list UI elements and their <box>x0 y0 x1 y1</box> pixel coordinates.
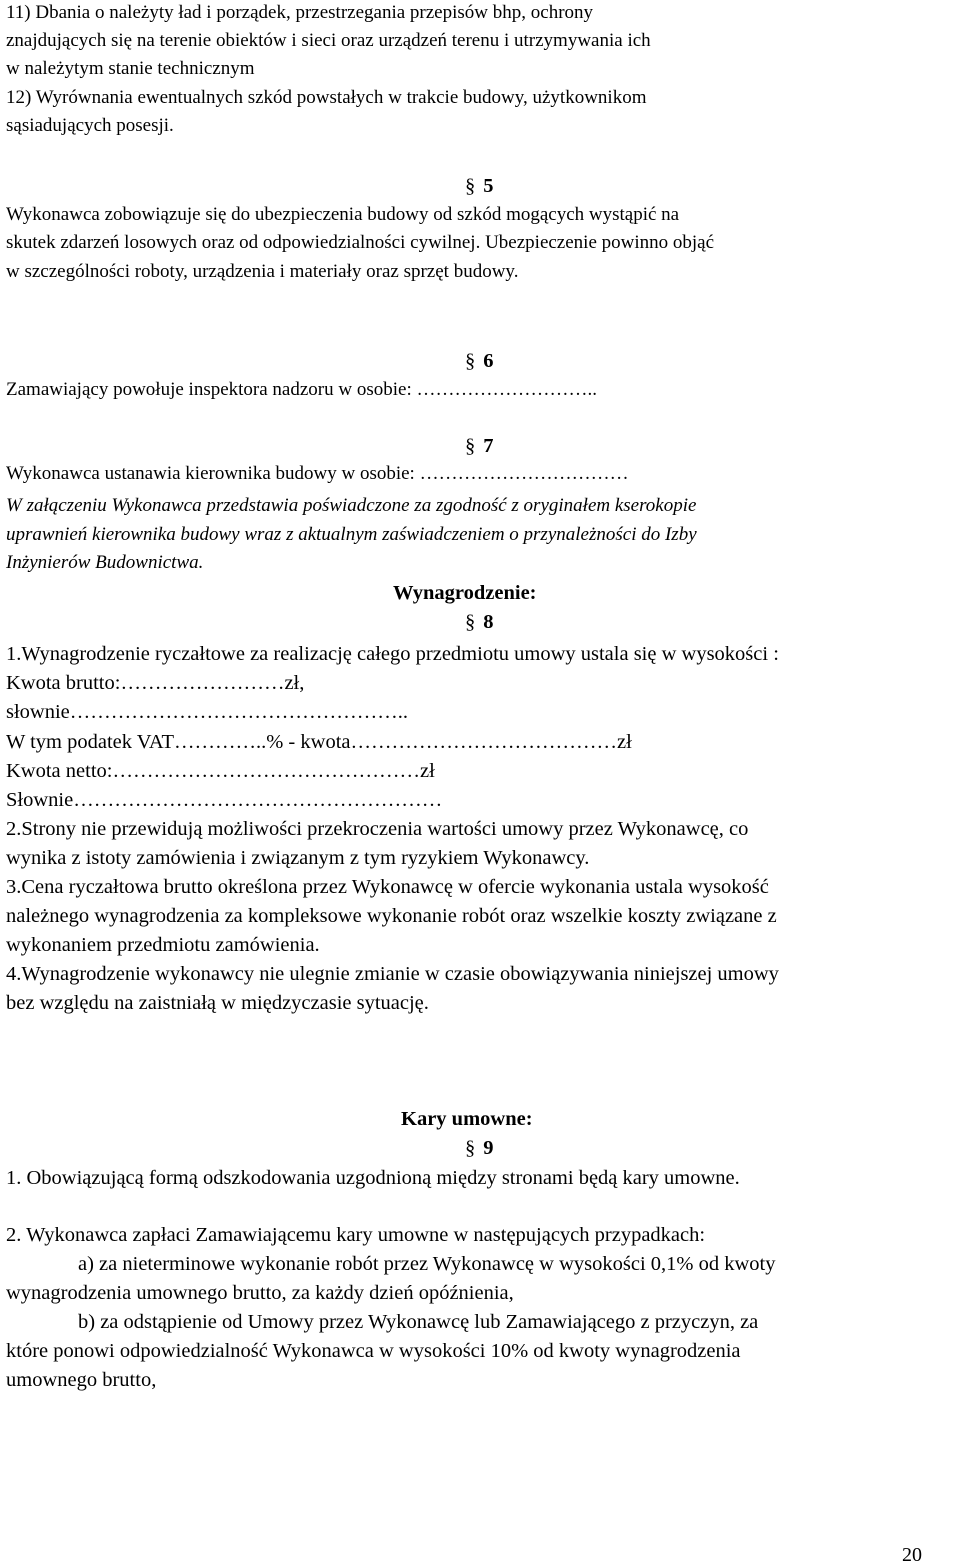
section-number: 6 <box>483 350 494 372</box>
kary-b-line3: umownego brutto, <box>6 1369 157 1391</box>
section-8-heading <box>465 609 494 635</box>
kary-a-line2: wynagrodzenia umownego brutto, za każdy dzień opóźnienia, <box>6 1282 514 1304</box>
section-number: 9 <box>483 1137 494 1159</box>
section5-line1: Wykonawca zobowiązuje się do ubezpieczenia budowy od szkód mogących wystąpić na <box>6 204 680 225</box>
item11-line1: 11) Dbania o należyty ład i porządek, przestrzegania przepisów bhp, ochrony <box>6 2 594 23</box>
vat-line: W tym podatek VAT…………..% - kwota…………………………………zł <box>6 731 632 753</box>
section-number: 5 <box>483 175 494 197</box>
slownie-line-2: Słownie……………………………………………… <box>6 789 443 811</box>
section-symbol: § <box>465 350 476 372</box>
section-7-heading <box>465 433 494 459</box>
section5-line2: skutek zdarzeń losowych oraz od odpowiedzialności cywilnej. Ubezpieczenie powinno objąć <box>6 232 715 253</box>
wynagrodzenie-p3-line1: 3.Cena ryczałtowa brutto określona przez Wykonawcę w ofercie wykonania ustala wysokość <box>6 876 769 898</box>
wynagrodzenie-p2-line2: wynika z istoty zamówienia i związanym z tym ryzykiem Wykonawcy. <box>6 847 590 869</box>
wynagrodzenie-p3-line2: należnego wynagrodzenia za kompleksowe wykonanie robót oraz wszelkie koszty związane z <box>6 905 777 927</box>
page-number: 20 <box>902 1544 922 1566</box>
kary-p2: 2. Wykonawca zapłaci Zamawiającemu kary umowne w następujących przypadkach: <box>6 1224 706 1246</box>
wynagrodzenie-p4-line2: bez względu na zaistniałą w międzyczasie sytuację. <box>6 992 429 1014</box>
section-number: 7 <box>483 435 494 457</box>
item12-line1: 12) Wyrównania ewentualnych szkód powstałych w trakcie budowy, użytkownikom <box>6 87 647 108</box>
section7-italic-line1: W załączeniu Wykonawca przedstawia poświadczone za zgodność z oryginałem kserokopie <box>6 495 697 516</box>
item11-line3: w należytym stanie technicznym <box>6 58 255 79</box>
section-symbol: § <box>465 435 476 457</box>
section5-line3: w szczególności roboty, urządzenia i materiały oraz sprzęt budowy. <box>6 261 519 282</box>
wynagrodzenie-heading: Wynagrodzenie: <box>393 582 537 604</box>
section-symbol: § <box>465 611 476 633</box>
kary-a-line1: a) za nieterminowe wykonanie robót przez Wykonawcę w wysokości 0,1% od kwoty <box>78 1253 776 1275</box>
kwota-netto-line: Kwota netto:………………………………………zł <box>6 760 435 782</box>
section7-italic-line2: uprawnień kierownika budowy wraz z aktualnym zaświadczeniem o przynależności do Izby <box>6 524 697 545</box>
kary-b-line2: które ponowi odpowiedzialność Wykonawca w wysokości 10% od kwoty wynagrodzenia <box>6 1340 741 1362</box>
section-symbol: § <box>465 1137 476 1159</box>
kary-b-line1: b) za odstąpienie od Umowy przez Wykonawcę lub Zamawiającego z przyczyn, za <box>78 1311 759 1333</box>
section7-text: Wykonawca ustanawia kierownika budowy w osobie: …………………………… <box>6 463 629 484</box>
wynagrodzenie-p2-line1: 2.Strony nie przewidują możliwości przekroczenia wartości umowy przez Wykonawcę, co <box>6 818 749 840</box>
item12-line2: sąsiadujących posesji. <box>6 115 174 136</box>
section-9-heading <box>465 1135 494 1161</box>
section-5-heading <box>465 173 494 199</box>
section-number: 8 <box>483 611 494 633</box>
section6-text: Zamawiający powołuje inspektora nadzoru w osobie: ……………………….. <box>6 379 597 400</box>
kwota-brutto-line: Kwota brutto:……………………zł, <box>6 672 305 694</box>
section-6-heading <box>465 348 494 374</box>
wynagrodzenie-p1: 1.Wynagrodzenie ryczałtowe za realizację całego przedmiotu umowy ustala się w wysokości : <box>6 643 779 665</box>
slownie-line-1: słownie………………………………………….. <box>6 701 409 723</box>
section7-italic-line3: Inżynierów Budownictwa. <box>6 552 204 573</box>
section-symbol: § <box>465 175 476 197</box>
item11-line2: znajdujących się na terenie obiektów i sieci oraz urządzeń terenu i utrzymywania ich <box>6 30 651 51</box>
kary-heading: Kary umowne: <box>401 1108 533 1130</box>
kary-p1: 1. Obowiązującą formą odszkodowania uzgodnioną między stronami będą kary umowne. <box>6 1167 740 1189</box>
wynagrodzenie-p3-line3: wykonaniem przedmiotu zamówienia. <box>6 934 320 956</box>
wynagrodzenie-p4-line1: 4.Wynagrodzenie wykonawcy nie ulegnie zmianie w czasie obowiązywania niniejszej umowy <box>6 963 779 985</box>
